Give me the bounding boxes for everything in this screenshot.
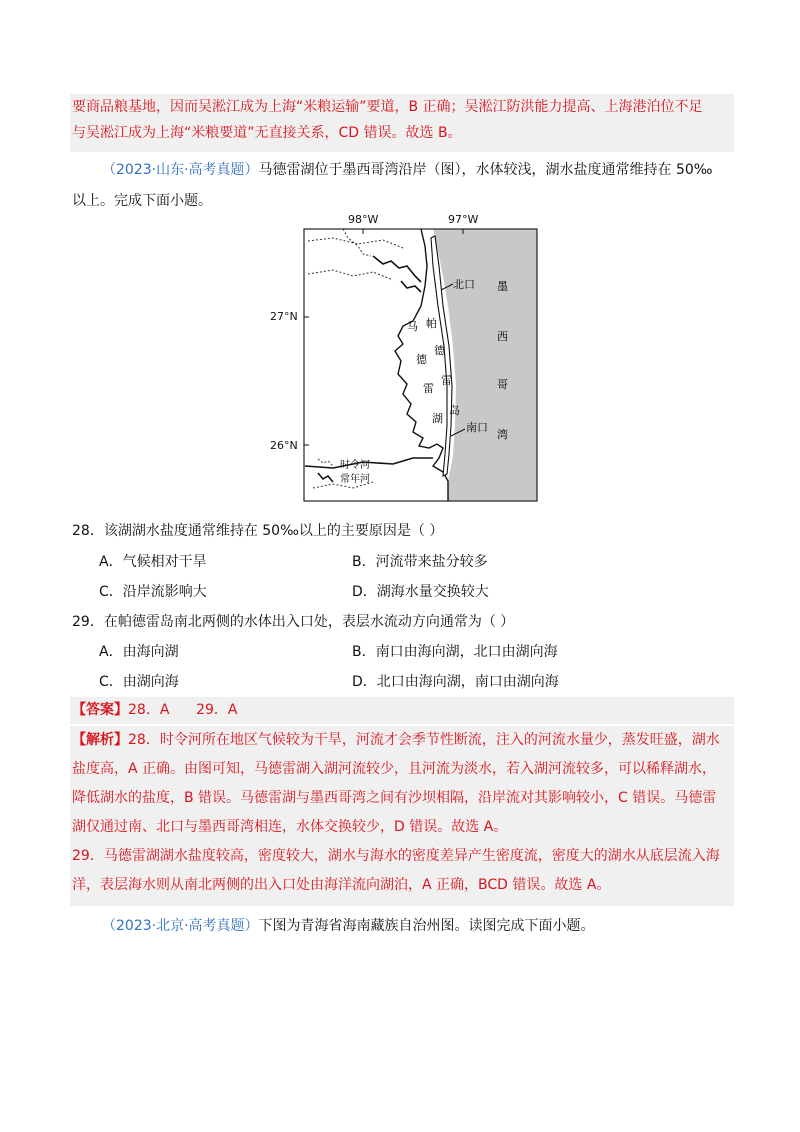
gulf-label-char: 西: [497, 330, 508, 343]
question-29-option-d[interactable]: D．北口由海向湖，南口由湖向海: [352, 674, 559, 690]
analysis-label: 【解析】: [72, 732, 128, 748]
seasonal-river: [308, 238, 403, 248]
island-label-char: 帕: [426, 317, 437, 330]
analysis-line: 湖仅通过南、北口与墨西哥湾相连，水体交换较少，D 错误。故选 A。: [72, 819, 508, 835]
legend-seasonal-label: 时令河: [340, 460, 370, 471]
gulf-label-char: 哥: [497, 378, 508, 391]
gulf-label-char: 湾: [497, 428, 508, 441]
question-28-option-b[interactable]: B．河流带来盐分较多: [352, 554, 488, 570]
analysis-line: [72, 726, 732, 755]
question-28-stem: 28．该湖湖水盐度通常维持在 50‰以上的主要原因是（ ）: [72, 523, 444, 539]
legend-perennial-symbol: [318, 473, 333, 482]
question-28-option-a[interactable]: A．气候相对干旱: [99, 554, 207, 570]
answer-block: [70, 697, 734, 724]
analysis-block: [70, 726, 734, 906]
perennial-river: [373, 256, 421, 282]
island-label-char: 岛: [449, 404, 460, 417]
north-inlet-label: 北口: [453, 278, 475, 291]
island-label-char: 雷: [441, 374, 452, 387]
question-29-option-c[interactable]: C．由湖向海: [99, 674, 179, 690]
lake-label-char: 湖: [432, 412, 443, 425]
intro-text-2: 下图为青海省海南藏族自治州图。读图完成下面小题。: [258, 918, 595, 934]
question-29-option-a[interactable]: A．由海向湖: [99, 644, 179, 660]
intro-text: 马德雷湖位于墨西哥湾沿岸（图），水体较浅，湖水盐度通常维持在 50‰: [258, 162, 713, 178]
lat-label-top: 27°N: [270, 310, 298, 323]
question-28-option-d[interactable]: D．湖海水量交换较大: [352, 584, 489, 600]
gulf-label-char: 墨: [497, 280, 508, 293]
question-29-option-b[interactable]: B．南口由海向湖，北口由湖向海: [352, 644, 558, 660]
answer-text: 28．A 29．A: [128, 702, 238, 718]
madre-lagoon-map: [303, 226, 539, 503]
analysis-line: 29．马德雷湖湖水盐度较高，密度较大，湖水与海水的密度差异产生密度流，密度大的湖水从底层流入海: [72, 848, 720, 864]
perennial-river: [401, 281, 421, 292]
analysis-line: 洋，表层海水则从南北两侧的出入口处由海洋流向湖泊，A 正确，BCD 错误。故选 A。: [72, 877, 611, 893]
seasonal-river: [308, 270, 393, 280]
analysis-line: 盐度高，A 正确。由图可知，马德雷湖入湖河流较少，且河流为淡水，若入湖河流较多，可以稀释湖水，: [72, 761, 717, 777]
lake-label-char: 雷: [423, 382, 434, 395]
question-intro-2: [102, 915, 595, 935]
question-intro: [102, 159, 713, 179]
lon-label-left: 98°W: [348, 213, 379, 226]
previous-explanation: [70, 94, 734, 152]
seasonal-river: [343, 229, 371, 256]
lon-label-right: 97°W: [448, 213, 479, 226]
lake-label-char: 德: [416, 353, 427, 366]
lake-label-char: 马: [407, 320, 418, 333]
question-source: （2023·山东·高考真题）: [102, 162, 259, 178]
south-inlet-label: 南口: [466, 421, 488, 434]
answer-label: 【答案】: [72, 702, 128, 718]
intro-text-continued: 以上。完成下面小题。: [72, 193, 212, 209]
question-source-2: （2023·北京·高考真题）: [102, 918, 259, 934]
legend-seasonal-symbol: [318, 459, 333, 466]
analysis-text: 28．时令河所在地区气候较为干旱，河流才会季节性断流，注入的河流水量少，蒸发旺盛，湖水: [128, 732, 720, 748]
question-28-option-c[interactable]: C．沿岸流影响大: [99, 584, 207, 600]
island-label-char: 德: [434, 344, 445, 357]
lat-label-bottom: 26°N: [270, 439, 298, 452]
question-29-stem: 29．在帕德雷岛南北两侧的水体出入口处，表层水流动方向通常为（ ）: [72, 614, 515, 630]
analysis-line: 降低湖水的盐度，B 错误。马德雷湖与墨西哥湾之间有沙坝相隔，沿岸流对其影响较小，C 错误。马德雷: [72, 790, 717, 806]
explanation-line: 与吴淞江成为上海“米粮要道”无直接关系，CD 错误。故选 B。: [72, 125, 462, 141]
legend-perennial-label: 常年河: [340, 474, 370, 485]
explanation-line: 要商品粮基地，因而吴淞江成为上海“米粮运输”要道，B 正确；吴淞江防洪能力提高、上海港泊位不足: [72, 99, 703, 115]
